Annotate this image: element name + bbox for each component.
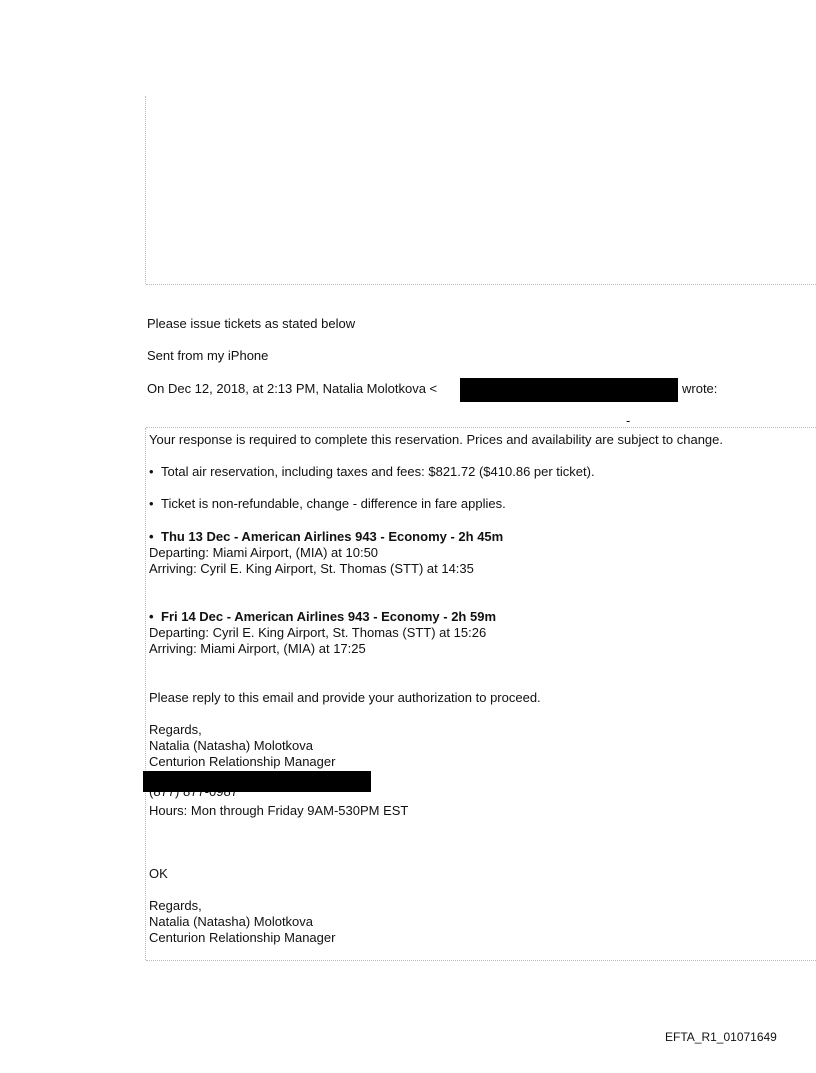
quote-header-suffix: wrote: xyxy=(682,381,718,396)
redaction-email-address xyxy=(460,378,678,402)
divider-top xyxy=(146,284,816,285)
flight-1-departing: Departing: Miami Airport, (MIA) at 10:50 xyxy=(149,545,379,560)
flight-1-title xyxy=(149,529,503,545)
bullet: • xyxy=(149,609,154,624)
total-text: Total air reservation, including taxes and fees: $821.72 ($410.86 per ticket). xyxy=(161,464,595,479)
bullet: • xyxy=(149,464,154,479)
signature-name: Natalia (Natasha) Molotkova xyxy=(149,738,314,753)
flight-2-departing: Departing: Cyril E. King Airport, St. Thomas (STT) at 15:26 xyxy=(149,625,487,640)
reply-line-issue-tickets: Please issue tickets as stated below xyxy=(147,316,356,331)
flight-1-arriving: Arriving: Cyril E. King Airport, St. Thomas (STT) at 14:35 xyxy=(149,561,474,576)
signature2-role: Centurion Relationship Manager xyxy=(149,930,336,945)
message-intro: Your response is required to complete this reservation. Prices and availability are subject to change. xyxy=(149,432,723,447)
total-line xyxy=(149,464,595,480)
bullet: • xyxy=(149,496,154,511)
flight-2-title xyxy=(149,609,496,625)
quote-border-lower xyxy=(145,428,146,960)
signature2-name: Natalia (Natasha) Molotkova xyxy=(149,914,314,929)
quote-header-prefix: On Dec 12, 2018, at 2:13 PM, Natalia Molotkova < xyxy=(147,381,438,396)
divider-bottom xyxy=(146,960,816,961)
flight-1-title-text: Thu 13 Dec - American Airlines 943 - Economy - 2h 45m xyxy=(161,529,504,544)
ticket-terms-text: Ticket is non-refundable, change - difference in fare applies. xyxy=(161,496,506,511)
quote-border-upper xyxy=(145,96,146,284)
bullet: • xyxy=(149,529,154,544)
divider-middle xyxy=(146,427,816,428)
flight-2-arriving: Arriving: Miami Airport, (MIA) at 17:25 xyxy=(149,641,366,656)
bates-number: EFTA_R1_01071649 xyxy=(665,1030,777,1044)
redaction-contact xyxy=(143,771,371,792)
reply-request: Please reply to this email and provide your authorization to proceed. xyxy=(149,690,541,705)
signature-role: Centurion Relationship Manager xyxy=(149,754,336,769)
signature-regards: Regards, xyxy=(149,722,202,737)
flight-2-title-text: Fri 14 Dec - American Airlines 943 - Economy - 2h 59m xyxy=(161,609,496,624)
signature2-regards: Regards, xyxy=(149,898,202,913)
ticket-terms-line xyxy=(149,496,506,512)
ok-line: OK xyxy=(149,866,168,881)
signature-hours: Hours: Mon through Friday 9AM-530PM EST xyxy=(149,803,409,818)
stray-dash: - xyxy=(626,413,631,428)
reply-line-sent-from: Sent from my iPhone xyxy=(147,348,269,363)
